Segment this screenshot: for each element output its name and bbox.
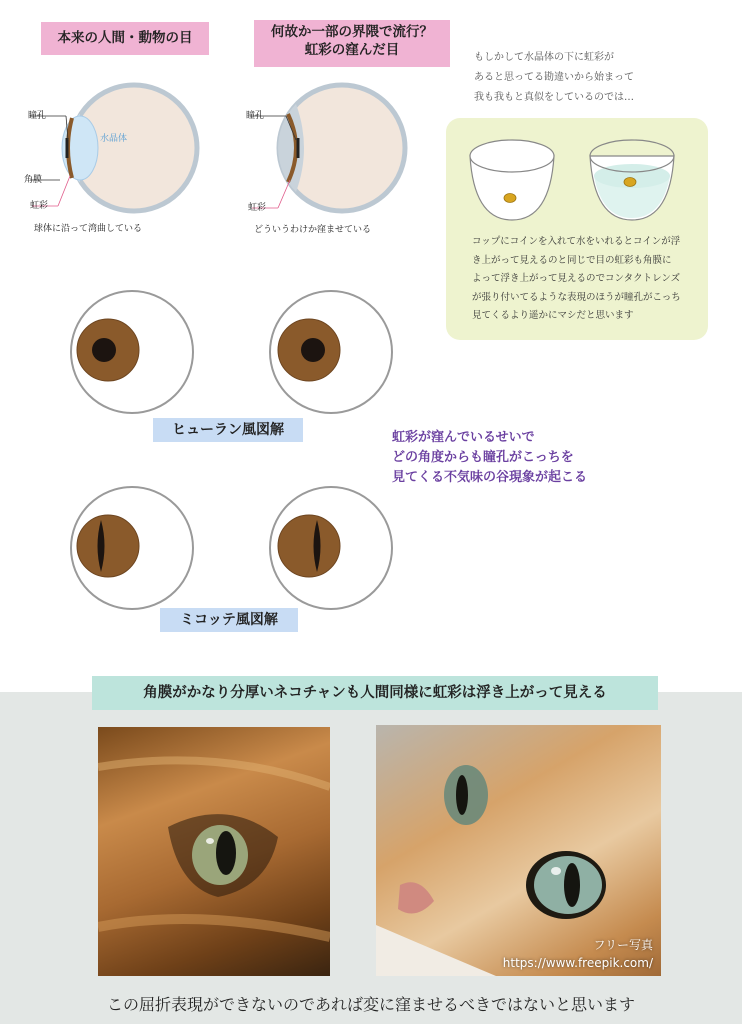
label-iris-right: 虹彩	[248, 203, 267, 213]
pupil	[301, 338, 325, 362]
label-iris-left: 虹彩	[30, 201, 49, 211]
cat-photo-face	[376, 725, 661, 976]
credit-line2: https://www.freepik.com/	[502, 956, 653, 970]
caption-left: 球体に沿って湾曲している	[34, 224, 143, 234]
cat-banner: 角膜がかなり分厚いネコチャンも人間同様に虹彩は浮き上がって見える	[92, 676, 658, 710]
cat-photo-closeup	[98, 727, 330, 976]
label-lens-left: 水晶体	[100, 134, 128, 144]
note-line2: あると思ってる勘違いから始まって	[474, 72, 634, 83]
heading-trend-line2: 虹彩の窪んだ目	[304, 42, 400, 58]
caption-right: どういうわけか窪ませている	[254, 225, 372, 235]
cat-eye-illustration	[98, 727, 330, 976]
mikotte-eye-right	[267, 484, 395, 612]
cat-nose	[398, 882, 434, 913]
purple-line2: どの角度からも瞳孔がこっちを	[392, 450, 574, 465]
note-line1: もしかして水晶体の下に虹彩が	[474, 52, 614, 63]
conclusion-text: この屈折表現ができないのであれば変に窪ませるべきではないと思います	[106, 995, 635, 1014]
cup-empty-illustration	[468, 136, 556, 224]
heading-normal-eye: 本来の人間・動物の目	[41, 22, 209, 55]
note-line3: 我も我もと真似をしているのでは…	[474, 92, 634, 103]
label-pupil-left: 瞳孔	[28, 111, 47, 121]
cup-water-illustration	[588, 136, 676, 224]
purple-line1: 虹彩が窪んでいるせいで	[392, 430, 535, 445]
panel-line3: よって浮き上がって見えるのでコンタクトレンズ	[472, 273, 681, 284]
panel-line4: が張り付いてるような表現のほうが瞳孔がこっち	[472, 291, 681, 303]
normal-eye-cross-section	[0, 70, 230, 240]
panel-line2: き上がって見えるのと同じで目の虹彩も角膜に	[472, 254, 672, 266]
hyuran-eye-left	[68, 288, 196, 416]
label-cornea-left: 角膜	[24, 175, 43, 185]
heading-trend-eye	[254, 20, 450, 67]
iris	[278, 515, 340, 577]
purple-line3: 見てくる不気味の谷現象が起こる	[392, 470, 588, 485]
iris	[77, 515, 139, 577]
label-mikotte: ミコッテ風図解	[160, 608, 298, 632]
coin	[624, 178, 636, 187]
hypothesis-note	[474, 48, 634, 108]
coin	[504, 194, 516, 203]
panel-line1: コップにコインを入れて水をいれるとコインが浮	[472, 236, 681, 247]
mikotte-eye-left	[68, 484, 196, 612]
panel-line5: 見てくるより遥かにマシだと思います	[472, 310, 634, 321]
label-pupil-right: 瞳孔	[246, 111, 265, 121]
refraction-explanation-panel	[446, 118, 708, 340]
hyuran-eye-right	[267, 288, 395, 416]
heading-trend-line1: 何故か一部の界隈で流行？	[271, 24, 433, 40]
label-hyuran: ヒューラン風図解	[153, 418, 303, 442]
sunken-eye-cross-section	[230, 70, 430, 240]
photo-credit	[503, 936, 653, 972]
uncanny-valley-note	[392, 428, 587, 488]
panel-text	[472, 233, 704, 326]
credit-line1: フリー写真	[593, 938, 653, 952]
pupil	[92, 338, 116, 362]
